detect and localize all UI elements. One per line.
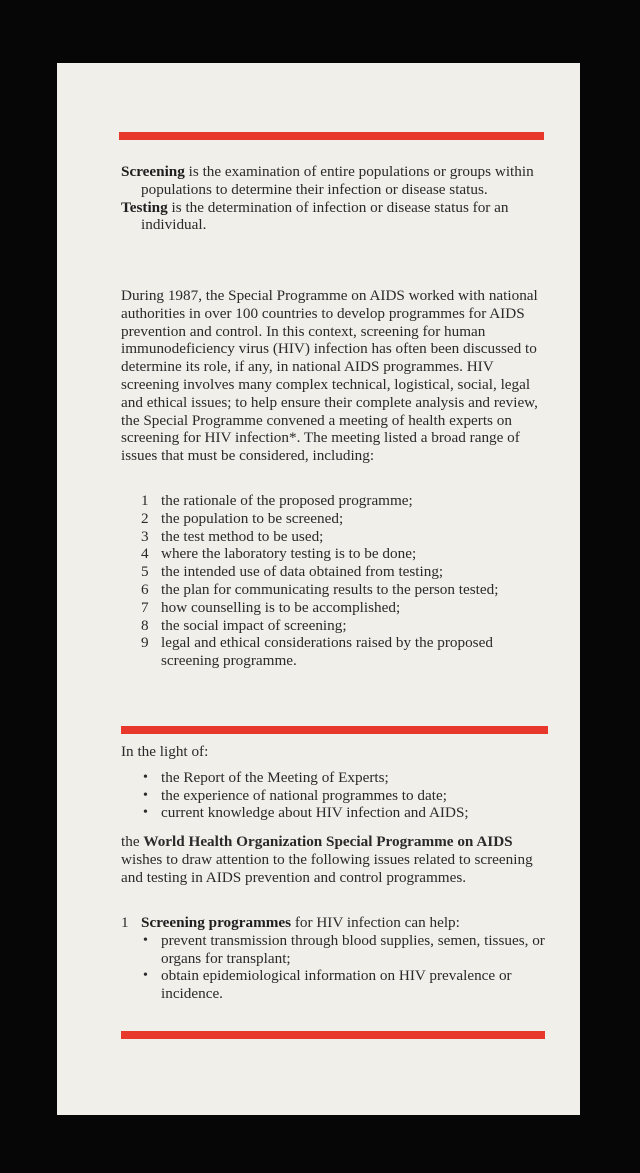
list-item: • prevent transmission through blood supplies, semen, tissues, or organs for transplant; bbox=[121, 932, 551, 968]
issues-block bbox=[121, 492, 551, 670]
list-item: 5 the intended use of data obtained from testing; bbox=[141, 563, 444, 581]
term-screening: Screening bbox=[121, 163, 185, 180]
list-item: • obtain epidemiological information on HIV prevalence or incidence. bbox=[121, 967, 551, 1003]
point-1-block bbox=[121, 914, 551, 1003]
list-item: 6 the plan for communicating results to the person tested; bbox=[141, 580, 499, 598]
statement-block bbox=[121, 833, 551, 886]
intro-paragraph: During 1987, the Special Programme on AIDS worked with national authorities in over 100 countries to develop programmes for AIDS prevention and control. In this context, screening for human immunodeficiency virus (HIV) infection has often been discussed to determine its role, if any, in national AIDS programmes. HIV screening involves many complex technical, logistical, social, legal and ethical issues; to help ensure their complete analysis and review, the Special Programme convened a meeting of health experts on screening for HIV infection*. The meeting listed a broad range of issues that must be considered, including: bbox=[121, 287, 538, 465]
point-1-heading: 1 Screening programmes for HIV infection can help: bbox=[121, 914, 460, 931]
light-of-block bbox=[121, 743, 551, 822]
definition-testing: Testing is the determination of infection or disease status for an individual. bbox=[121, 198, 509, 234]
issues-list bbox=[121, 492, 551, 670]
bottom-red-rule bbox=[121, 1031, 545, 1039]
middle-red-rule bbox=[121, 726, 548, 734]
light-of-heading: In the light of: bbox=[121, 743, 209, 760]
list-item: 2 the population to be screened; bbox=[141, 509, 344, 527]
org-name: World Health Organization Special Programme on AIDS bbox=[143, 833, 513, 850]
statement-paragraph: the World Health Organization Special Programme on AIDS wishes to draw attention to the following issues related to screening and testing in AIDS prevention and control programmes. bbox=[121, 833, 533, 886]
light-of-list bbox=[121, 769, 551, 822]
top-red-rule bbox=[119, 132, 544, 140]
list-item: 4 where the laboratory testing is to be done; bbox=[141, 545, 417, 563]
point-1-title: Screening programmes bbox=[141, 914, 292, 931]
list-item: • the Report of the Meeting of Experts; bbox=[121, 769, 551, 787]
list-item: 3 the test method to be used; bbox=[141, 527, 324, 545]
leaflet-page bbox=[57, 63, 580, 1115]
list-item: 1 the rationale of the proposed programme; bbox=[141, 492, 413, 509]
list-item: • current knowledge about HIV infection and AIDS; bbox=[121, 804, 551, 822]
definition-screening: Screening is the examination of entire populations or groups within populations to determine their infection or disease status. bbox=[121, 163, 534, 198]
list-item: 7 how counselling is to be accomplished; bbox=[141, 598, 401, 616]
intro-block bbox=[121, 287, 551, 465]
list-item: 9 legal and ethical considerations raised by the proposed screening programme. bbox=[141, 634, 493, 670]
list-item: 8 the social impact of screening; bbox=[141, 616, 347, 634]
definitions-block bbox=[121, 163, 561, 234]
point-1-list bbox=[121, 932, 551, 1003]
term-testing: Testing bbox=[121, 198, 168, 216]
list-item: • the experience of national programmes to date; bbox=[121, 787, 551, 805]
